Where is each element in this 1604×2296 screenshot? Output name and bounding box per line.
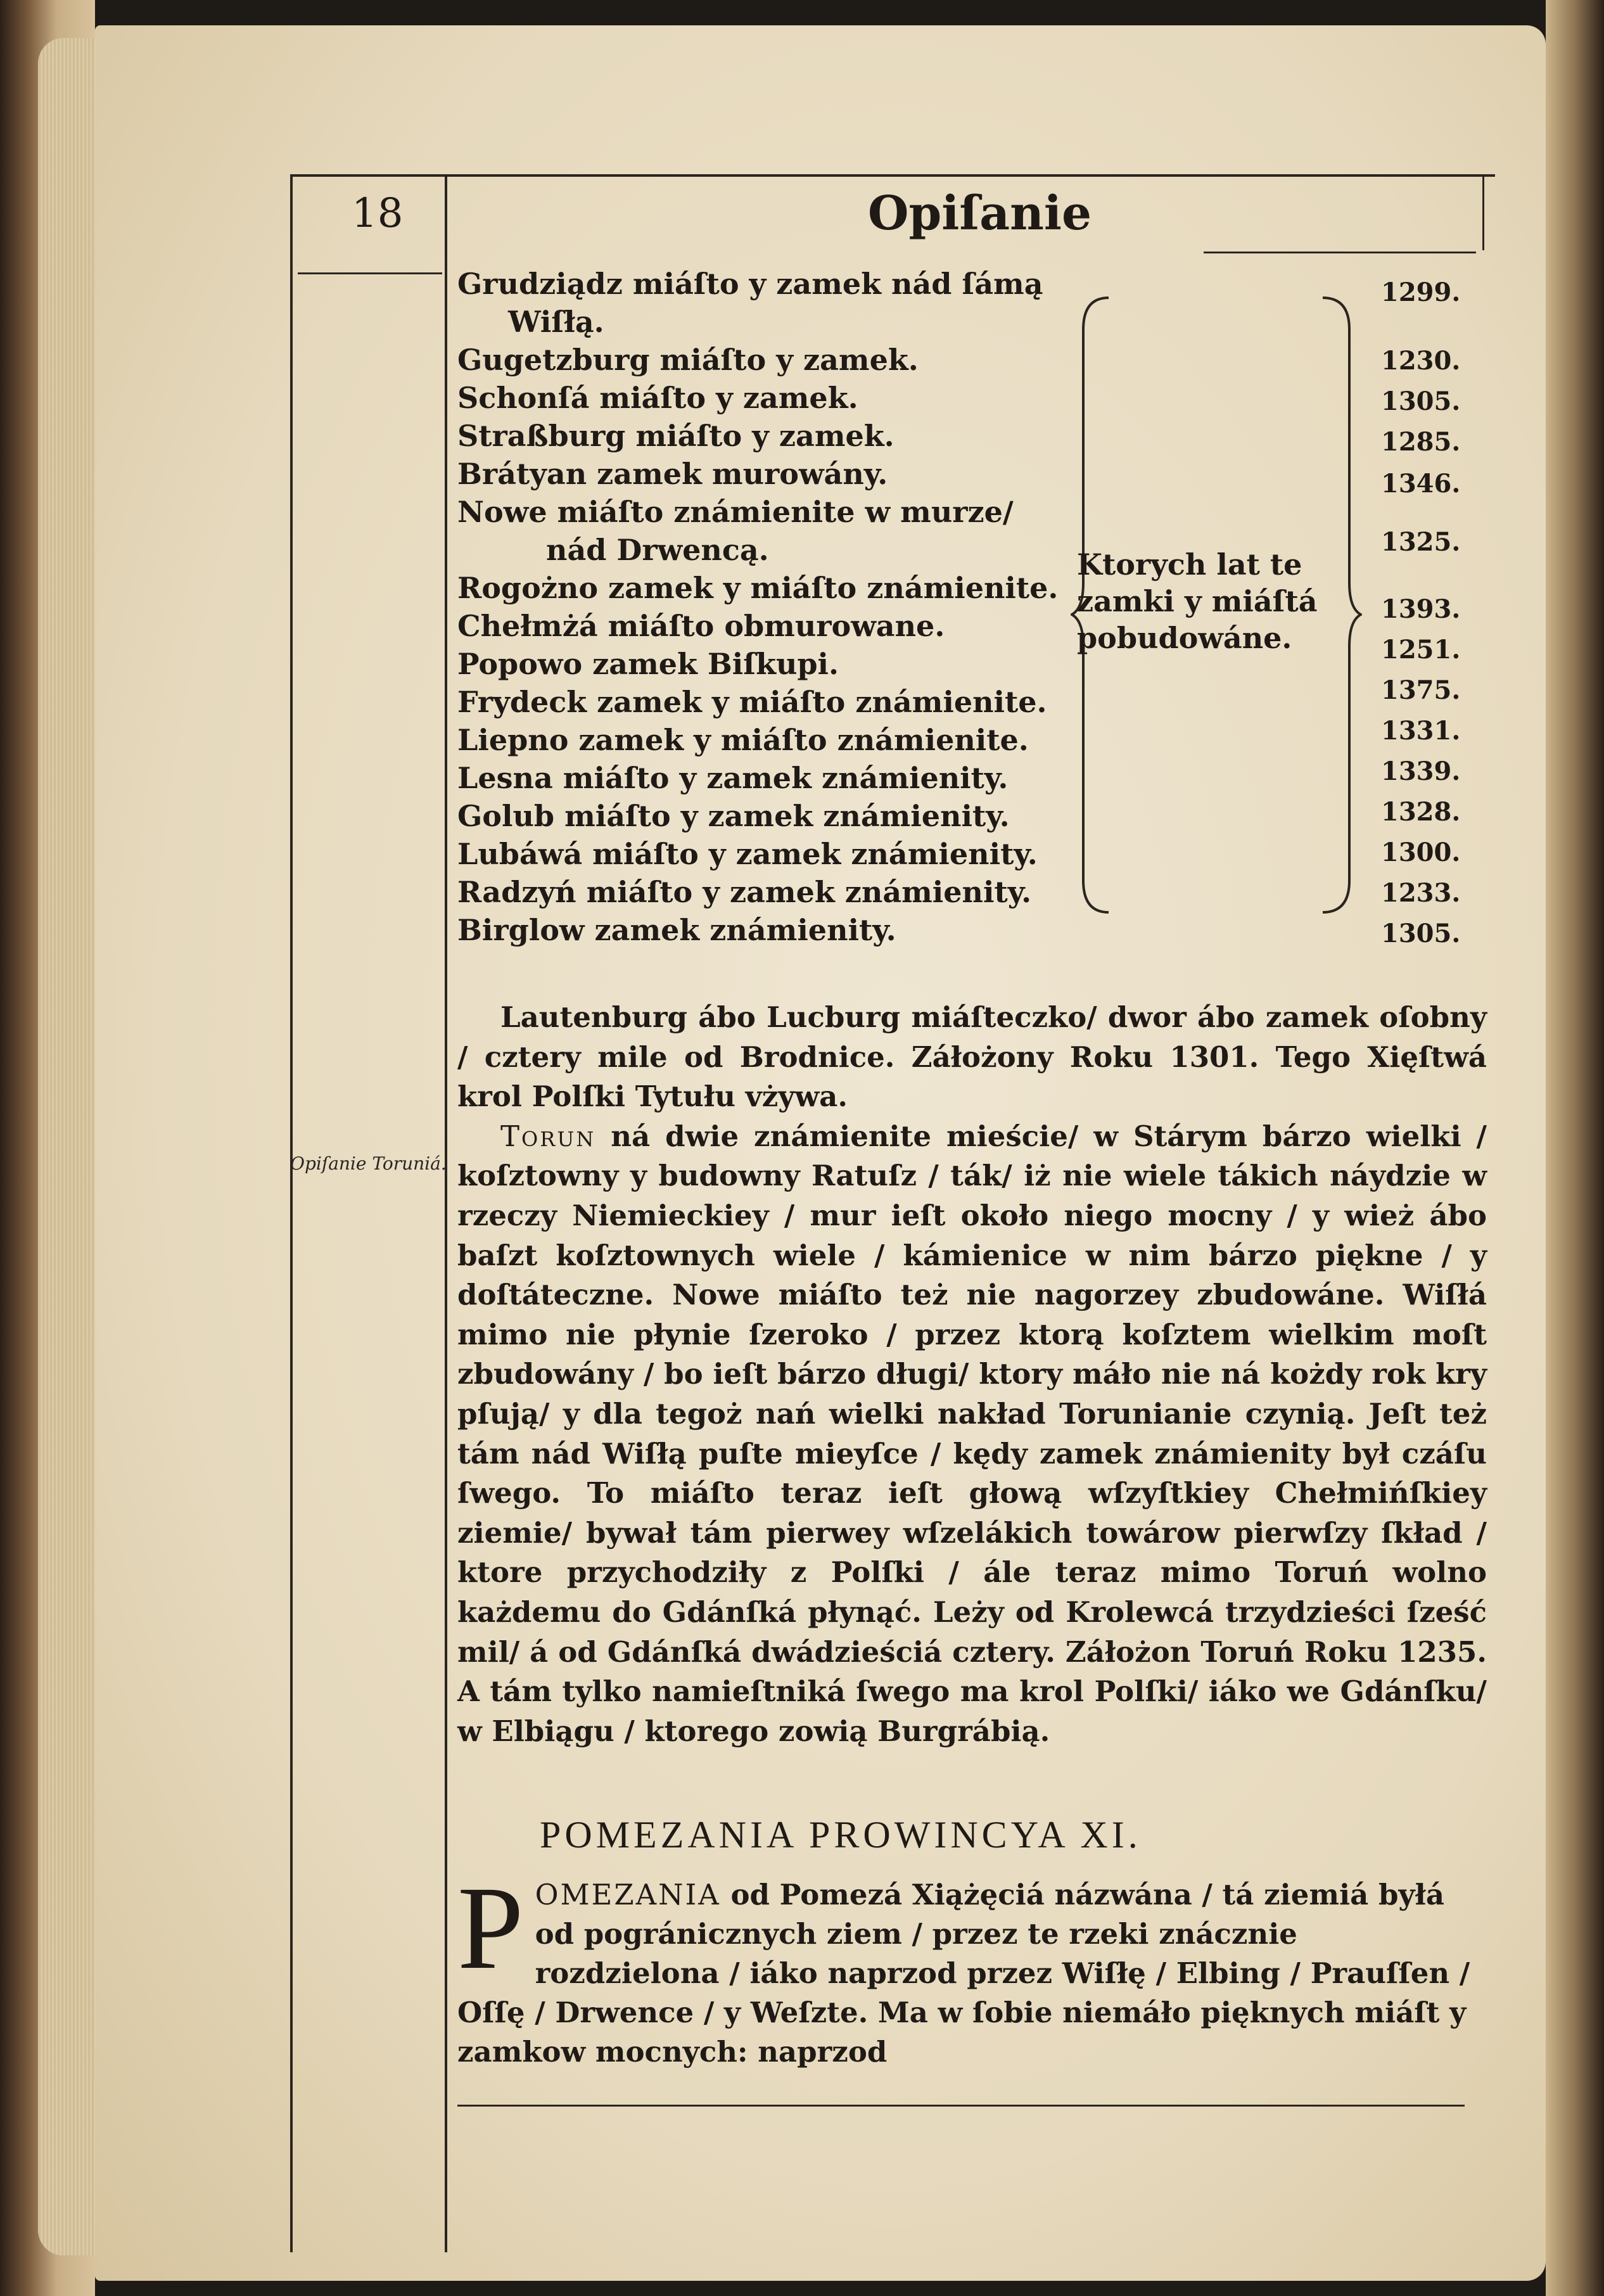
header-rule-right: [1204, 252, 1476, 253]
header-rule: [291, 174, 1495, 177]
torun-paragraph: [457, 1117, 1487, 1752]
body-text: [457, 998, 1487, 1751]
list-item: Birglow zamek známienity.: [457, 913, 896, 947]
list-item: Brátyan zamek murowány.: [457, 457, 888, 491]
pomezania-paragraph: [457, 1861, 1487, 2072]
book-binding-right: [1546, 0, 1604, 2296]
list-item: Straßburg miáſto y zamek.: [457, 419, 894, 453]
list-item: Chełmżá miáſto obmurowane.: [457, 609, 945, 643]
year-value: 1328.: [1381, 797, 1461, 827]
marginal-note: Opiſanie Toruniá.: [290, 1153, 447, 1174]
pomezania-text: od Pomezá Xiążęciá názwána / tá ziemiá byłá od pogránicznych ziem / przez te rzeki znácznie rozdzielona / iáko naprzod przez Wiſłę / Elbing / Prauſſen / Oſſę / Drwence / y Weſzte. Ma w ſobie niemáło pięknych miáſt y zamkow mocnych: naprzod: [457, 1878, 1470, 2069]
list-item: Wiſłą.: [508, 305, 604, 339]
list-item: Popowo zamek Biſkupi.: [457, 647, 839, 681]
castles-list: [457, 265, 1091, 949]
section-heading: POMEZANIA PROWINCYA XI.: [540, 1814, 1142, 1856]
list-item: Golub miáſto y zamek známienity.: [457, 799, 1010, 833]
torun-text: ná dwie známienite mieście/ w Stárym bárzo wielki / koſztowny y budowny Ratuſz / ták/ iż nie wiele tákich náydzie w rzeczy Niemieckiey / mur ieſt około niego mocny / y wież ábo baſzt koſztownych wiele / kámienice w nim bárzo piękne / y doſtáteczne. Nowe miáſto też nie nagorzey zbudowáne. Wiſłá mimo nie płynie ſzeroko / przez ktorą koſztem wielkim moſt zbudowány / bo ieſt bárzo długi/ ktory máło nie ná kożdy rok kry pſują/ y dla tegoż nań wielki nakład Torunianie czynią. Jeſt też tám nád Wiſłą puſte mieyſce / kędy zamek známienity był czáſu ſwego. To miáſto teraz ieſt głową wſzyſtkiey Chełmińſkiey ziemie/ bywał tám pierwey wſzelákich towárow pierwſzy ſkład / ktore przychodziły z Polſki / ále teraz mimo Toruń wolno każdemu do Gdánſká płynąć. Leży od Krolewcá trzydzieści ſześć mil/ á od Gdánſká dwádzieściá cztery. Záłożon Toruń Roku 1235. A tám tylko namieſtniká ſwego ma krol Polſki/ iáko we Gdánſku/ w Elbiągu / ktorego zowią Burgrábią.: [457, 1119, 1487, 1748]
year-value: 1375.: [1381, 675, 1461, 705]
year-value: 1233.: [1381, 878, 1461, 908]
year-value: 1300.: [1381, 838, 1461, 867]
pomezania-lead: OMEZANIA: [535, 1878, 721, 1911]
torun-lead: Torun: [500, 1119, 596, 1153]
list-item: Frydeck zamek y miáſto známienite.: [457, 685, 1047, 719]
running-head: Opiſanie: [868, 186, 1092, 241]
drop-cap: P: [457, 1861, 524, 1994]
year-value: 1230.: [1381, 346, 1461, 376]
list-item: Radzyń miáſto y zamek známienity.: [457, 875, 1032, 909]
bracket-note-line: pobudowáne.: [1077, 621, 1292, 655]
left-frame-rule: [290, 174, 293, 2252]
year-value: 1325.: [1381, 527, 1461, 557]
year-value: 1393.: [1381, 594, 1461, 624]
list-item: Lesna miáſto y zamek známienity.: [457, 761, 1009, 795]
list-item: Nowe miáſto známienite w murze/: [457, 495, 1014, 529]
year-value: 1346.: [1381, 469, 1461, 499]
list-item: Liepno zamek y miáſto známienite.: [457, 723, 1029, 757]
year-value: 1251.: [1381, 635, 1461, 665]
bracket-note-line: Ktorych lat te: [1077, 547, 1302, 582]
margin-header-rule: [298, 272, 442, 274]
list-item: Schonſá miáſto y zamek.: [457, 381, 858, 415]
lautenburg-paragraph: Lautenburg ábo Lucburg miáſteczko/ dwor ábo zamek oſobny / cztery mile od Brodnice. Záłożony Roku 1301. Tego Xięſtwá krol Polſki Tytułu vżywa.: [457, 1000, 1487, 1114]
margin-column-rule: [445, 174, 447, 2252]
year-value: 1305.: [1381, 386, 1461, 416]
list-item: Lubáwá miáſto y zamek známienity.: [457, 837, 1038, 871]
bracket-note: [1077, 546, 1343, 656]
bottom-rule: [457, 2105, 1465, 2107]
list-item: Rogożno zamek y miáſto známienite.: [457, 571, 1059, 605]
year-value: 1285.: [1381, 427, 1461, 457]
year-value: 1339.: [1381, 756, 1461, 786]
list-item: Gugetzburg miáſto y zamek.: [457, 343, 919, 377]
bracket-note-line: zamki y miáſtá: [1077, 584, 1318, 618]
list-item: nád Drwencą.: [546, 533, 769, 567]
page-number: 18: [352, 190, 404, 237]
right-frame-rule: [1482, 174, 1484, 250]
list-item: Grudziądz miáſto y zamek nád ſámą: [457, 267, 1043, 301]
year-value: 1305.: [1381, 919, 1461, 948]
year-value: 1331.: [1381, 716, 1461, 746]
year-value: 1299.: [1381, 277, 1461, 307]
